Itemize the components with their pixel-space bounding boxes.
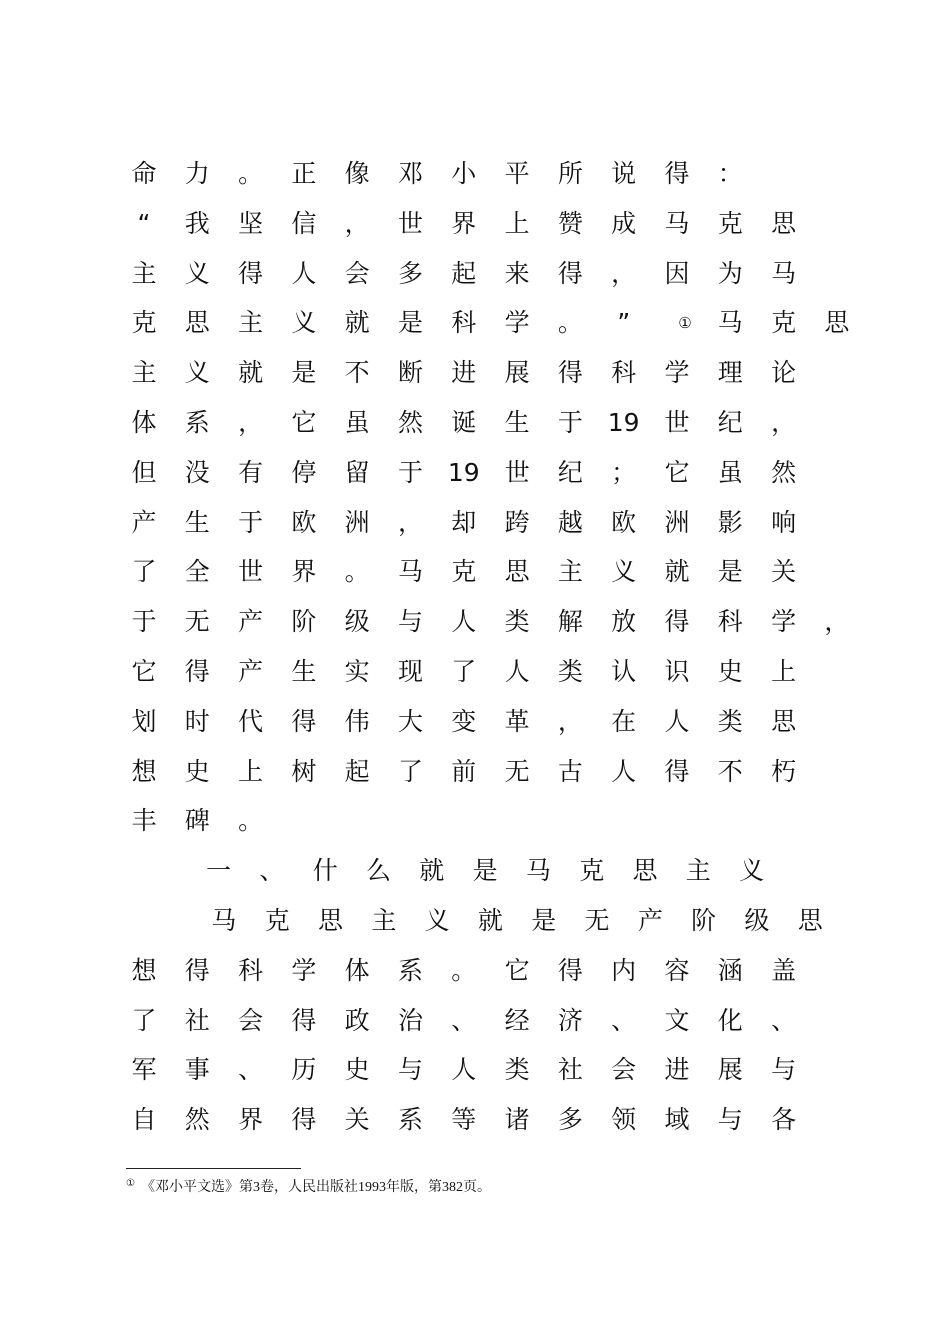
body-char: 、: [771, 1005, 797, 1035]
body-char: 洲: [664, 507, 690, 537]
body-char: 它: [291, 408, 317, 437]
body-char: 义: [184, 258, 210, 288]
body-char: 朽: [771, 756, 797, 786]
body-char: 得: [291, 1105, 317, 1135]
body-char: 、: [259, 856, 285, 886]
body-char: 诞: [451, 408, 477, 437]
body-char: 了: [131, 557, 157, 587]
body-char: 因: [664, 258, 690, 288]
body-char: 然: [771, 457, 797, 487]
body-char: 得: [664, 159, 690, 188]
body-char: 上: [771, 657, 797, 686]
body-char: 化: [717, 1005, 743, 1035]
body-char: 社: [557, 1055, 583, 1085]
body-char: 系: [184, 408, 210, 437]
body-char: 我: [184, 208, 210, 238]
body-char: 类: [557, 657, 583, 686]
body-char: 思: [318, 906, 344, 935]
body-char: 政: [344, 1005, 370, 1035]
body-char: 没: [184, 457, 210, 487]
body-char: 义: [291, 308, 317, 338]
body-char: 类: [504, 1055, 530, 1085]
body-char: 得: [184, 657, 210, 686]
body-char: 碑: [184, 806, 210, 836]
body-char: 进: [664, 1055, 690, 1085]
body-char: 义: [424, 906, 450, 935]
body-char: 上: [238, 756, 264, 786]
body-char: 小: [451, 159, 477, 188]
body-char: 虽: [717, 457, 743, 487]
body-char: 坚: [238, 208, 264, 238]
footnote-text: 《邓小平文选》第3卷，人民出版社1993年版，第382页。: [140, 1180, 491, 1195]
body-char: 与: [771, 1055, 797, 1085]
body-char: 认: [611, 657, 637, 686]
body-char: 跨: [504, 507, 530, 537]
footnote-marker: ①: [126, 1178, 135, 1189]
body-char: 革: [504, 706, 530, 736]
body-char: 学: [291, 955, 317, 985]
body-char: 得: [238, 258, 264, 288]
body-char: ①: [678, 314, 692, 333]
body-char: 得: [291, 706, 317, 736]
body-char: 实: [344, 657, 370, 686]
body-char: 域: [664, 1105, 690, 1135]
body-char: 是: [717, 557, 743, 587]
body-line: [0, 904, 950, 954]
body-char: 科: [611, 358, 637, 388]
body-char: 产: [637, 906, 663, 935]
body-char: 来: [504, 258, 530, 288]
body-char: 在: [611, 706, 637, 736]
body-char: 关: [344, 1105, 370, 1135]
body-char: 不: [717, 756, 743, 786]
body-char: 欧: [291, 507, 317, 537]
body-char: 生: [184, 507, 210, 537]
body-char: 涵: [717, 955, 743, 985]
body-char: 得: [557, 358, 583, 388]
body-char: 就: [664, 557, 690, 587]
body-char: 得: [557, 258, 583, 288]
body-char: 界: [238, 1105, 264, 1135]
body-char: 义: [611, 557, 637, 587]
body-char: 马: [771, 258, 797, 288]
body-char: 经: [504, 1005, 530, 1035]
body-char: 史: [344, 1055, 370, 1085]
body-char: 思: [771, 208, 797, 238]
body-char: 。: [344, 557, 370, 587]
body-char: ，: [397, 507, 423, 537]
body-char: 济: [557, 1005, 583, 1035]
body-char: 文: [664, 1005, 690, 1035]
body-char: 内: [611, 955, 637, 985]
body-char: 阶: [691, 906, 717, 935]
body-char: 想: [131, 756, 157, 786]
body-char: 主: [131, 358, 157, 388]
body-char: 划: [131, 706, 157, 736]
body-char: 解: [557, 607, 583, 637]
body-char: 却: [451, 507, 477, 537]
body-char: 马: [664, 208, 690, 238]
body-char: 论: [771, 358, 797, 388]
body-char: 主: [131, 258, 157, 288]
body-char: 克: [131, 308, 157, 338]
body-char: 类: [717, 706, 743, 736]
body-char: 世: [664, 408, 690, 437]
body-char: 平: [504, 159, 530, 188]
body-char: 马: [717, 308, 743, 338]
body-char: 但: [131, 457, 157, 487]
body-char: 起: [451, 258, 477, 288]
body-line: [0, 1053, 950, 1103]
body-char: 无: [184, 607, 210, 637]
body-char: 识: [664, 657, 690, 686]
body-line: [0, 804, 950, 854]
body-char: 古: [557, 756, 583, 786]
body-char: 关: [771, 557, 797, 587]
body-char: 与: [717, 1105, 743, 1135]
body-char: 欧: [611, 507, 637, 537]
body-char: 时: [184, 706, 210, 736]
body-char: 思: [184, 308, 210, 338]
body-char: 世: [504, 457, 530, 487]
body-char: 学: [664, 358, 690, 388]
body-char: 得: [664, 756, 690, 786]
body-char: 产: [238, 607, 264, 637]
body-char: 19: [447, 457, 480, 487]
body-char: 世: [238, 557, 264, 587]
body-char: 纪: [557, 457, 583, 487]
body-char: 克: [717, 208, 743, 238]
body-char: 多: [397, 258, 423, 288]
body-char: 什: [312, 856, 338, 886]
body-char: 伟: [344, 706, 370, 736]
body-char: 说: [611, 159, 637, 188]
body-char: 思: [771, 706, 797, 736]
body-char: 界: [291, 557, 317, 587]
body-char: 它: [131, 657, 157, 686]
body-char: 纪: [717, 408, 743, 437]
body-char: 展: [717, 1055, 743, 1085]
body-char: 得: [664, 607, 690, 637]
body-char: 上: [504, 208, 530, 238]
body-char: 展: [504, 358, 530, 388]
body-char: 。: [451, 955, 477, 985]
body-char: 力: [184, 159, 210, 188]
body-char: 所: [557, 159, 583, 188]
body-char: 诸: [504, 1105, 530, 1135]
body-char: 么: [366, 856, 392, 886]
body-char: ，: [611, 258, 637, 288]
body-char: 系: [397, 1105, 423, 1135]
body-char: 生: [504, 408, 530, 437]
body-char: 了: [131, 1005, 157, 1035]
body-char: 体: [344, 955, 370, 985]
body-char: 断: [397, 358, 423, 388]
body-line: [0, 406, 950, 456]
body-char: 类: [504, 607, 530, 637]
body-char: ，: [344, 208, 370, 238]
body-char: 就: [477, 906, 503, 935]
body-char: 学: [504, 308, 530, 338]
body-line: [0, 257, 950, 307]
body-char: 界: [451, 208, 477, 238]
body-char: 级: [344, 607, 370, 637]
body-char: 史: [184, 756, 210, 786]
body-char: 社: [184, 1005, 210, 1035]
body-line: [0, 1103, 950, 1153]
body-char: 、: [451, 1005, 477, 1035]
body-char: 容: [664, 955, 690, 985]
body-char: 人: [504, 657, 530, 686]
body-char: 得: [291, 1005, 317, 1035]
body-char: 等: [451, 1105, 477, 1135]
body-char: 邓: [397, 159, 423, 188]
body-char: 一: [206, 856, 232, 886]
body-char: 人: [664, 706, 690, 736]
body-char: 科: [717, 607, 743, 637]
body-char: 响: [771, 507, 797, 537]
body-char: 越: [557, 507, 583, 537]
body-line: [0, 705, 950, 755]
body-char: 全: [184, 557, 210, 587]
body-line: [0, 954, 950, 1004]
body-char: 树: [291, 756, 317, 786]
body-char: ”: [617, 308, 631, 338]
body-char: 正: [291, 159, 317, 188]
body-char: 留: [344, 457, 370, 487]
body-line: [0, 456, 950, 506]
body-char: 就: [238, 358, 264, 388]
body-char: 现: [397, 657, 423, 686]
body-char: 不: [344, 358, 370, 388]
body-char: 赞: [557, 208, 583, 238]
body-char: ：: [717, 159, 743, 188]
body-char: 命: [131, 159, 157, 188]
body-char: 史: [717, 657, 743, 686]
body-char: 起: [344, 756, 370, 786]
body-char: 历: [291, 1055, 317, 1085]
body-char: 体: [131, 408, 157, 437]
body-char: 于: [131, 607, 157, 637]
body-char: 信: [291, 208, 317, 238]
body-char: 然: [397, 408, 423, 437]
body-char: 世: [397, 208, 423, 238]
body-char: 领: [611, 1105, 637, 1135]
body-char: 停: [291, 457, 317, 487]
body-char: 无: [584, 906, 610, 935]
body-char: 它: [664, 457, 690, 487]
body-char: 虽: [344, 408, 370, 437]
body-char: 会: [344, 258, 370, 288]
body-char: 主: [685, 856, 711, 886]
body-char: 产: [238, 657, 264, 686]
body-char: 马: [211, 906, 237, 935]
body-char: “: [137, 208, 151, 238]
body-char: 于: [397, 457, 423, 487]
body-char: 科: [451, 308, 477, 338]
body-line: [0, 306, 950, 356]
body-char: 克: [451, 557, 477, 587]
body-char: 人: [451, 607, 477, 637]
body-char: 军: [131, 1055, 157, 1085]
body-char: 了: [451, 657, 477, 686]
body-char: 自: [131, 1105, 157, 1135]
body-char: 于: [557, 408, 583, 437]
body-line: [0, 157, 950, 207]
body-char: 克: [264, 906, 290, 935]
body-char: 主: [557, 557, 583, 587]
body-char: ，: [238, 408, 264, 437]
body-line: [0, 655, 950, 705]
body-line: [0, 356, 950, 406]
body-char: 理: [717, 358, 743, 388]
body-char: 会: [238, 1005, 264, 1035]
footnote: [126, 1176, 491, 1196]
body-char: 学: [771, 607, 797, 637]
body-char: 人: [611, 756, 637, 786]
body-char: 前: [451, 756, 477, 786]
body-char: 义: [184, 358, 210, 388]
body-char: 科: [238, 955, 264, 985]
body-char: 阶: [291, 607, 317, 637]
body-line: [0, 1004, 950, 1054]
body-char: 进: [451, 358, 477, 388]
body-char: 就: [419, 856, 445, 886]
body-char: ，: [557, 706, 583, 736]
body-char: 盖: [771, 955, 797, 985]
body-char: 克: [579, 856, 605, 886]
body-char: 为: [717, 258, 743, 288]
body-char: 是: [397, 308, 423, 338]
body-char: 于: [238, 507, 264, 537]
body-char: 事: [184, 1055, 210, 1085]
body-char: 影: [717, 507, 743, 537]
body-char: 人: [291, 258, 317, 288]
body-char: 、: [611, 1005, 637, 1035]
body-line: [0, 854, 950, 904]
body-char: 会: [611, 1055, 637, 1085]
body-char: 与: [397, 607, 423, 637]
body-char: 得: [557, 955, 583, 985]
body-char: 代: [238, 706, 264, 736]
body-char: 是: [472, 856, 498, 886]
body-char: 变: [451, 706, 477, 736]
body-char: 各: [771, 1105, 797, 1135]
body-char: 思: [824, 308, 850, 338]
body-char: 无: [504, 756, 530, 786]
body-line: [0, 555, 950, 605]
body-char: 与: [397, 1055, 423, 1085]
body-char: 义: [739, 856, 765, 886]
body-char: 主: [238, 308, 264, 338]
body-char: 成: [611, 208, 637, 238]
body-char: 是: [531, 906, 557, 935]
body-char: 19: [607, 408, 640, 437]
body-char: 然: [184, 1105, 210, 1135]
body-char: 马: [397, 557, 423, 587]
body-char: 产: [131, 507, 157, 537]
footnote-divider: [126, 1168, 301, 1169]
body-line: [0, 506, 950, 556]
body-char: ，: [771, 408, 797, 437]
body-char: 。: [238, 806, 264, 836]
body-line: [0, 755, 950, 805]
body-char: 级: [744, 906, 770, 935]
body-char: 它: [504, 955, 530, 985]
body-char: 思: [797, 906, 823, 935]
body-char: 丰: [131, 806, 157, 836]
body-char: 克: [771, 308, 797, 338]
body-line: [0, 207, 950, 257]
body-char: 放: [611, 607, 637, 637]
body-line: [0, 605, 950, 655]
body-char: ，: [824, 607, 850, 637]
body-char: 得: [184, 955, 210, 985]
body-char: 生: [291, 657, 317, 686]
body-char: 主: [371, 906, 397, 935]
body-char: 。: [557, 308, 583, 338]
body-char: 思: [632, 856, 658, 886]
body-char: 洲: [344, 507, 370, 537]
body-char: 了: [397, 756, 423, 786]
body-char: 大: [397, 706, 423, 736]
body-char: 就: [344, 308, 370, 338]
body-char: 有: [238, 457, 264, 487]
body-char: 。: [238, 159, 264, 188]
body-char: 想: [131, 955, 157, 985]
body-char: 系: [397, 955, 423, 985]
body-char: 马: [525, 856, 551, 886]
body-char: ；: [611, 457, 637, 487]
body-char: 人: [451, 1055, 477, 1085]
body-char: 、: [238, 1055, 264, 1085]
body-char: 思: [504, 557, 530, 587]
body-char: 是: [291, 358, 317, 388]
body-char: 多: [557, 1105, 583, 1135]
body-char: 像: [344, 159, 370, 188]
body-char: 治: [397, 1005, 423, 1035]
